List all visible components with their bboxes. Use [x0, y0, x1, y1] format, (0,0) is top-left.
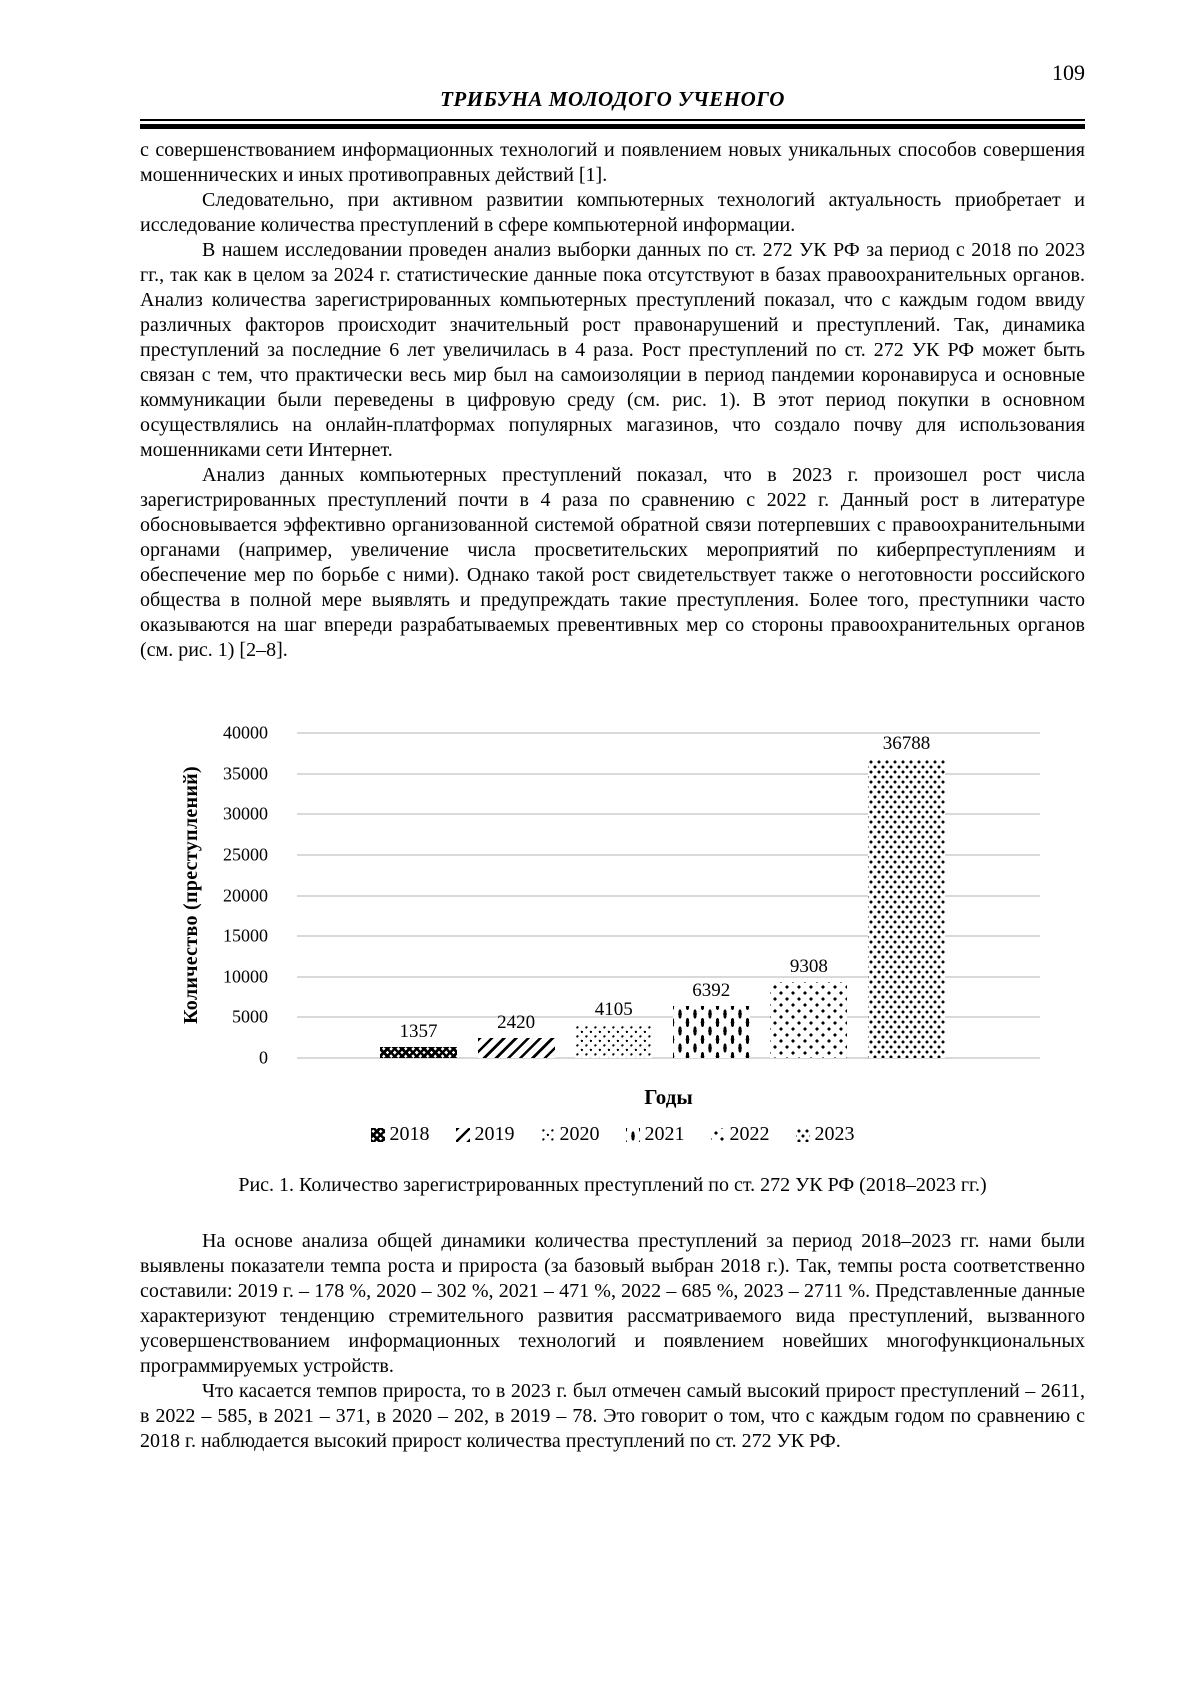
legend-label-2022: 2022	[729, 1123, 770, 1145]
plot-area	[297, 733, 1040, 1058]
y-tick-label-10000: 10000	[223, 966, 268, 987]
legend-item-2019	[456, 1123, 515, 1146]
legend-label-2019: 2019	[474, 1123, 515, 1145]
paragraph-6: Что касается темпов прироста, то в 2023 г. был отмечен самый высокий прирост преступлений – 2611, в 2022 – 585, в 2021 – 371, в 2020 – 202, в 2019 – 78. Это говорит о том, что с каждым годом по сравнению с 2018 г. наблюдается высокий прирост количества преступлений по ст. 272 УК РФ.	[140, 1380, 1085, 1452]
figure-caption: Рис. 1. Количество зарегистрированных преступлений по ст. 272 УК РФ (2018–2023 гг.)	[238, 1174, 987, 1196]
legend-swatch-2020-icon	[541, 1128, 555, 1142]
article-body-continued	[140, 1229, 1085, 1454]
y-tick-label-5000: 5000	[232, 1006, 268, 1027]
legend-item-2018	[371, 1123, 430, 1146]
legend-swatch-2019-icon	[456, 1128, 470, 1142]
legend-label-2018: 2018	[389, 1123, 430, 1145]
data-label-2021: 6392	[692, 980, 731, 1002]
data-label-2019: 2420	[497, 1012, 536, 1034]
data-label-2020: 4105	[594, 998, 633, 1020]
y-tick-label-35000: 35000	[223, 763, 268, 784]
x-axis-title: Годы	[644, 1085, 693, 1109]
bar-2022	[770, 982, 847, 1058]
legend-label-2023: 2023	[814, 1123, 855, 1145]
running-header: ТРИБУНА МОЛОДОГО УЧЕНОГО	[440, 87, 785, 111]
y-tick-label-30000: 30000	[223, 803, 268, 824]
legend-label-2020: 2020	[559, 1123, 600, 1145]
data-label-2018: 1357	[399, 1020, 438, 1042]
paragraph-2: Следовательно, при активном развитии компьютерных технологий актуальность приобретает и исследование количества преступлений в сфере компьютерной информации.	[140, 189, 1085, 236]
y-tick-label-15000: 15000	[223, 925, 268, 946]
article-body	[140, 138, 1085, 663]
legend-label-2021: 2021	[644, 1123, 685, 1145]
legend-swatch-2018-icon	[371, 1128, 385, 1142]
y-axis-title: Количество (преступлений)	[180, 766, 202, 1025]
bar-2021	[673, 1006, 750, 1058]
legend-item-2020	[541, 1123, 600, 1146]
paragraph-4: Анализ данных компьютерных преступлений показал, что в 2023 г. произошел рост числа зарегистрированных преступлений почти в 4 раза по сравнению с 2022 г. Данный рост в литературе обосновывается эффективно организованной системой обратной связи потерпевших с правоохранительными органами (например, увеличение числа просветительских мероприятий по киберпреступлениям и обеспечение мер по борьбе с ними). Однако такой рост свидетельствует также о неготовности российского общества в полной мере выявлять и предупреждать такие преступления. Более того, преступники часто оказываются на шаг впереди разрабатываемых превентивных мер со стороны правоохранительных органов (см. рис. 1) [2–8].	[140, 464, 1085, 661]
header-divider	[140, 119, 1085, 129]
data-label-2022: 9308	[789, 956, 828, 978]
bar-2019	[478, 1038, 555, 1058]
y-axis-ticks	[140, 722, 268, 1068]
y-tick-label-0: 0	[259, 1047, 268, 1068]
bar-2020	[575, 1025, 652, 1058]
bar-2023	[868, 759, 945, 1058]
y-tick-label-20000: 20000	[223, 885, 268, 905]
legend-swatch-2023-icon	[796, 1128, 810, 1142]
y-tick-label-25000: 25000	[223, 844, 268, 865]
paragraph-1: с совершенствованием информационных технологий и появлением новых уникальных способов совершения мошеннических и иных противоправных действий [1].	[140, 139, 1085, 186]
legend-swatch-2022-icon	[711, 1128, 725, 1142]
chart-legend	[140, 1123, 1085, 1146]
bar-2018	[380, 1047, 457, 1058]
paragraph-5: На основе анализа общей динамики количества преступлений за период 2018–2023 гг. нами были выявлены показатели темпа роста и прироста (за базовый выбран 2018 г.). Так, темпы роста соответственно составили: 2019 г. – 178 %, 2020 – 302 %, 2021 – 471 %, 2022 – 685 %, 2023 – 2711 %. Представленные данные характеризуют тенденцию стремительного развития рассматриваемого вида преступлений, вызванного усовершенствованием информационных технологий и появлением новейших многофункциональных программируемых устройств.	[140, 1230, 1085, 1377]
figure-1-bar-chart	[140, 713, 1085, 1160]
paragraph-3: В нашем исследовании проведен анализ выборки данных по ст. 272 УК РФ за период с 2018 по 2023 гг., так как в целом за 2024 г. статистические данные пока отсутствуют в базах правоохранительных органов. Анализ количества зарегистрированных компьютерных преступлений показал, что с каждым годом ввиду различных факторов происходит значительный рост правонарушений и преступлений. Так, динамика преступлений за последние 6 лет увеличилась в 4 раза. Рост преступлений по ст. 272 УК РФ может быть связан с тем, что практически весь мир был на самоизоляции в период пандемии коронавируса и основные коммуникации были переведены в цифровую среду (см. рис. 1). В этот период покупки в основном осуществлялись на онлайн-платформах популярных магазинов, что создало почву для использования мошенниками сети Интернет.	[140, 239, 1085, 461]
legend-item-2021	[626, 1123, 685, 1146]
y-tick-label-40000: 40000	[223, 722, 268, 743]
legend-item-2023	[796, 1123, 855, 1146]
legend-item-2022	[711, 1123, 770, 1146]
data-label-2023: 36788	[882, 733, 931, 755]
legend-swatch-2021-icon	[626, 1128, 640, 1142]
page-number: 109	[1052, 60, 1085, 85]
